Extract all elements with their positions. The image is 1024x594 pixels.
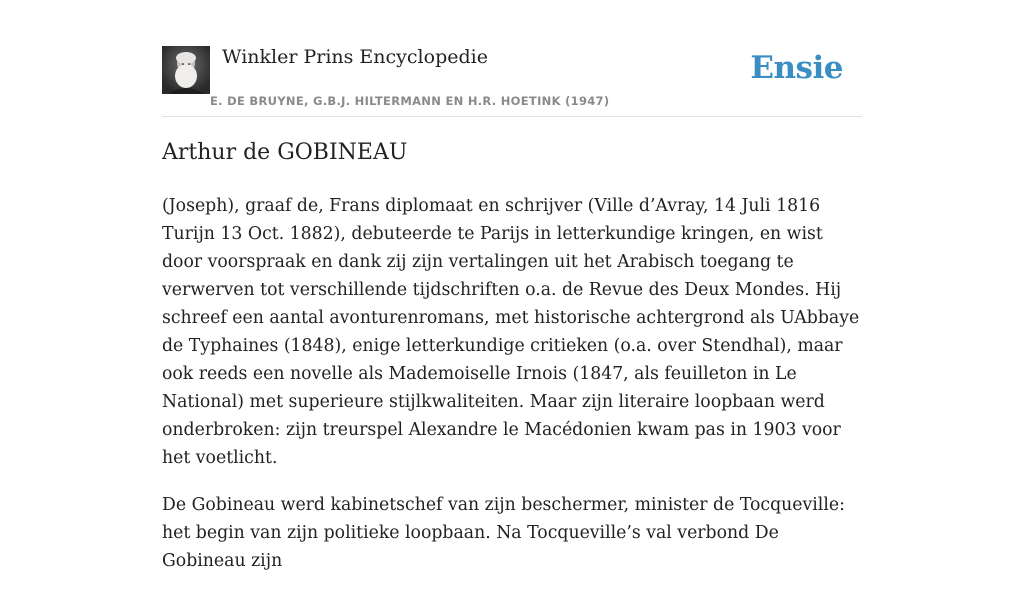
portrait-image	[162, 46, 210, 94]
ensie-logo[interactable]: Ensie	[750, 50, 843, 86]
book-title[interactable]: Winkler Prins Encyclopedie	[222, 46, 488, 68]
author-portrait-avatar[interactable]	[162, 46, 210, 94]
article-title: Arthur de GOBINEAU	[162, 140, 408, 165]
book-header	[162, 46, 862, 117]
article-paragraph: (Joseph), graaf de, Frans diplomaat en schrijver (Ville d’Avray, 14 Juli 1816 Turijn 13 Oct. 1882), debuteerde te Parijs in letterkundige kringen, en wist door voorspraak en dank zij zijn vertalingen uit het Arabisch toegang te verwerven tot verschillende tijdschriften o.a. de Revue des Deux Mondes. Hij schreef een aantal avonturenromans, met historische achtergrond als UAbbaye de Typhaines (1848), enige letterkundige critieken (o.a. over Stendhal), maar ook reeds een novelle als Mademoiselle Irnois (1847, als feuilleton in Le National) met superieure stijlkwaliteiten. Maar zijn literaire loopbaan werd onderbroken: zijn treurspel Alexandre le Macédonien kwam pas in 1903 voor het voetlicht.	[162, 196, 860, 468]
article-body	[162, 192, 862, 594]
article-paragraph: De Gobineau werd kabinetschef van zijn beschermer, minister de Tocqueville: het begin van zijn politieke loopbaan. Na Tocqueville’s val verbond De Gobineau zijn	[162, 495, 845, 571]
book-authors: E. DE BRUYNE, G.B.J. HILTERMANN EN H.R. HOETINK (1947)	[210, 94, 610, 108]
